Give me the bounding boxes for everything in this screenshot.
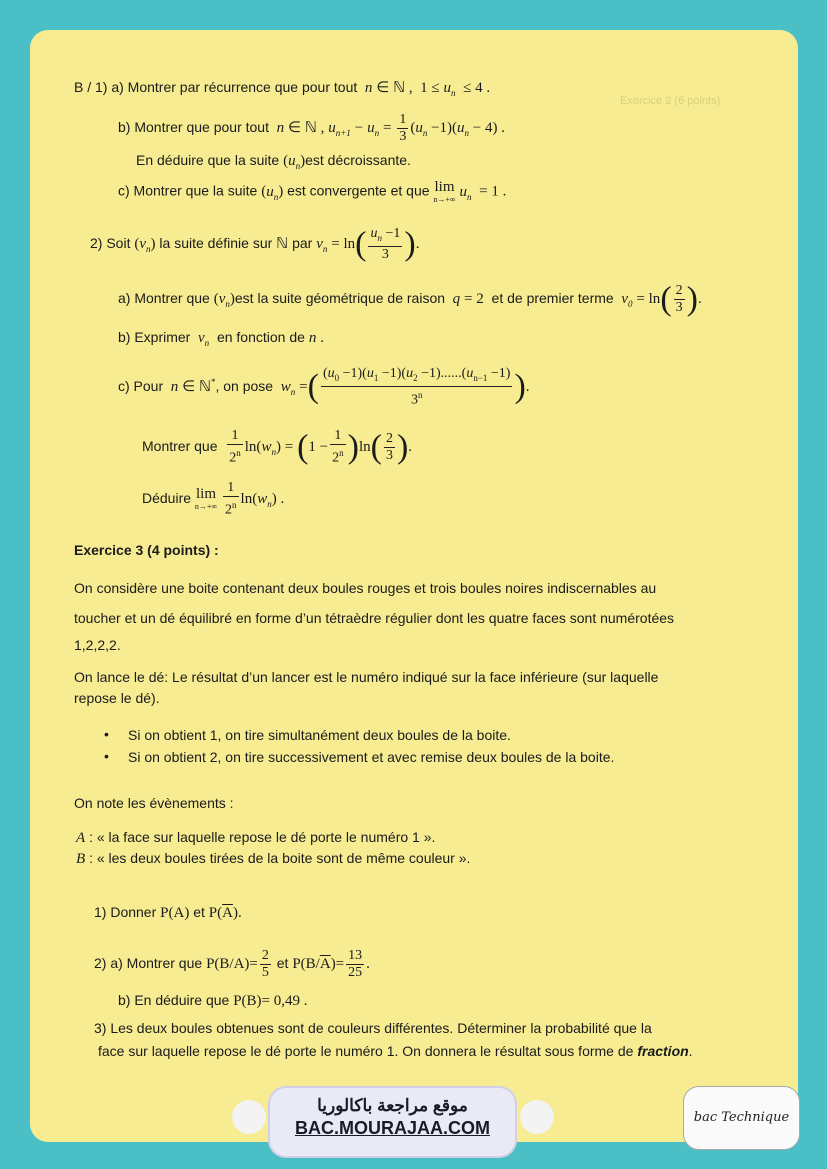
- ex3-q3a: 3) Les deux boules obtenues sont de couleurs différentes. Déterminer la probabilité que la: [94, 1020, 652, 1036]
- question-b2a: a) Montrer que $(v_n)est$ la suite géométrique de raison q = 2 et de premier terme $v_0 = \ln$( $\frac{2}{3}$ ).: [118, 280, 702, 318]
- ex3-para-1a: On considère une boite contenant deux boules rouges et trois boules noires indiscernables au: [74, 580, 657, 596]
- ex3-q3b: face sur laquelle repose le dé porte le numéro 1. On donnera le résultat sous forme de fraction.: [98, 1043, 693, 1059]
- question-b2b: b) Exprimer $v_n$ en fonction de n .: [118, 329, 324, 348]
- bac-technique-badge: bac Technique: [683, 1086, 800, 1150]
- site-logo-icon: [232, 1100, 266, 1134]
- event-b: B : « les deux boules tirées de la boite sont de même couleur ».: [76, 850, 471, 867]
- question-b1b: b) Montrer que pour tout n ∈ ℕ , $u_{n+1} - u_n$ = $\frac{1}{3}$ $(u_n -1)(u_n - 4)$ .: [118, 112, 505, 144]
- ex3-note: On note les évènements :: [74, 795, 234, 811]
- ex3-para-2b: repose le dé).: [74, 690, 160, 706]
- question-b1c: c) Montrer que la suite $(u_n)$ est convergente et que lim n→+∞ $u_n = 1$ .: [118, 179, 507, 204]
- ex3-q2b: b) En déduire que P(B)= 0,49 .: [118, 992, 308, 1009]
- bleed-through-text: Exercice 2 (6 points): [620, 95, 721, 107]
- site-banner[interactable]: [270, 1088, 515, 1156]
- question-b2: 2) Soit $(v_n)$ la suite définie sur ℕ par $v_n = \ln$( $\frac{u_n -1}{3}$ ).: [90, 225, 420, 263]
- ex3-q2a: 2) a) Montrer que P(B/A)= $\frac{2}{5}$ et $P(B/\overline{A})=$ $\frac{13}{25}$ .: [94, 948, 370, 980]
- question-b2c: c) Pour n ∈ ℕ*, on pose $w_n$ =( $\frac{(u_0 -1)(u_1 -1)(u_2 -1)......(u_{n-1} -1)}{3^n}$ ).: [118, 366, 530, 408]
- site-name-arabic: موقع مراجعة باكالوريا: [317, 1096, 468, 1115]
- bullet-dot-1: •: [104, 726, 109, 742]
- deduce-decreasing: En déduire que la suite $(u_n)est$ décroissante.: [136, 152, 411, 171]
- bullet-dot-2: •: [104, 748, 109, 764]
- ex3-bullet-1: Si on obtient 1, on tire simultanément deux boules de la boite.: [128, 727, 511, 743]
- ex3-para-1c: 1,2,2,2.: [74, 637, 121, 653]
- ex3-para-2a: On lance le dé: Le résultat d’un lancer est le numéro indiqué sur la face inférieure (sur laquelle: [74, 669, 659, 685]
- question-b1a: B / 1) a) Montrer par récurrence que pour tout n ∈ ℕ , $1 \le u_n \le 4$ .: [74, 79, 491, 98]
- ex3-bullet-2: Si on obtient 2, on tire successivement et avec remise deux boules de la boite.: [128, 749, 615, 765]
- site-logo-icon-right: [520, 1100, 554, 1134]
- ex3-para-1b: toucher et un dé équilibré en forme d’un tétraèdre régulier dont les quatre faces sont numérotées: [74, 610, 675, 626]
- event-a: A : « la face sur laquelle repose le dé porte le numéro 1 ».: [76, 829, 436, 846]
- ex3-q1: 1) Donner P(A) et $P(\overline{A})$.: [94, 904, 242, 921]
- site-url[interactable]: BAC.MOURAJAA.COM: [295, 1118, 490, 1138]
- exam-page: [30, 30, 798, 1142]
- show-that: Montrer que $\frac{1}{2^n}$ $\ln(w_n) = (1$ − $\frac{1}{2^n}$ )ln( $\frac{2}{3}$ ).: [142, 428, 413, 466]
- exercise-3-title: Exercice 3 (4 points) :: [74, 542, 219, 558]
- deduce-limit: Déduire lim n→+∞ $\frac{1}{2^n}$ $\ln(w_n)$ .: [142, 480, 285, 518]
